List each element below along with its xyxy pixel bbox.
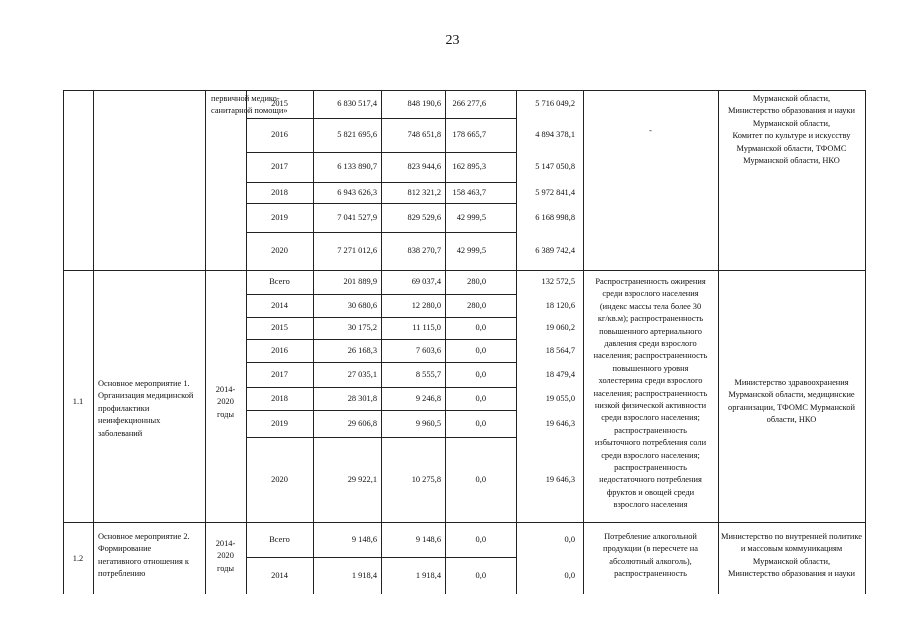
total-cell: 6 830 517,4 [337, 99, 377, 108]
federal-cell: 748 651,8 [407, 130, 441, 139]
measure-name-line: заболеваний [98, 428, 143, 438]
indicator-line: населения; распространенность [593, 388, 708, 398]
table-hline [63, 522, 865, 523]
oms-cell: 6 168 998,8 [535, 212, 575, 222]
oms-cell: 5 716 049,2 [535, 99, 575, 108]
executor-line: Мурманской области, НКО [743, 156, 840, 165]
indicator-cell: - [649, 126, 652, 135]
regional-cell: 42 999,5 [456, 246, 486, 255]
oms-cell: 6 389 742,4 [535, 246, 575, 255]
executor-line: Министерство по внутренней политике [721, 532, 862, 541]
executor-line: Комитет по культуре и искусству [732, 131, 851, 141]
measure-name-line: негативного отношения к [98, 556, 189, 566]
executor-line: Мурманской области, ТФОМС [736, 143, 847, 153]
measure-name-line: Организация медицинской [98, 391, 194, 401]
indicator-line: кг/кв.м); распространенность [597, 314, 704, 324]
table-year-hline [246, 339, 516, 340]
table-vline [205, 90, 206, 594]
period-line: 2020 [217, 397, 234, 407]
measure-name-line: неинфекционных [98, 416, 161, 426]
oms-cell: 0,0 [564, 534, 575, 544]
indicator-line: низкой физической активности [594, 401, 707, 410]
year-cell: 2019 [271, 212, 288, 222]
indicator-line: распространенность [614, 463, 687, 472]
executor-line: области, НКО [766, 415, 817, 425]
regional-cell: 0,0 [475, 345, 486, 355]
indicator-line: среди взрослого населения [602, 289, 699, 299]
year-cell: 2018 [271, 187, 288, 197]
year-cell: 2017 [271, 369, 288, 379]
table-year-hline [246, 118, 516, 119]
executor-line: Министерство образования и науки [727, 569, 856, 579]
total-cell: 5 821 695,6 [337, 130, 377, 139]
measure-name-line: Основное мероприятие 2. [98, 532, 190, 541]
total-cell: 29 606,8 [347, 418, 377, 428]
indicator-line: среди взрослого населения; [601, 450, 700, 460]
year-cell: Всего [269, 534, 290, 544]
table-year-hline [246, 182, 516, 183]
table-year-hline [246, 203, 516, 204]
federal-cell: 69 037,4 [411, 277, 441, 286]
federal-cell: 823 944,6 [407, 162, 441, 171]
regional-cell: 0,0 [475, 323, 486, 332]
measure-name-line: Основное мероприятие 1. [98, 379, 190, 388]
indicator-line: холестерина среди взрослого [598, 376, 703, 386]
federal-cell: 1 918,4 [415, 570, 441, 580]
total-cell: 6 943 626,3 [337, 187, 377, 197]
year-cell: 2020 [271, 474, 288, 484]
regional-cell: 0,0 [475, 474, 486, 484]
oms-cell: 18 120,6 [545, 300, 575, 310]
federal-cell: 848 190,6 [407, 99, 441, 108]
year-cell: 2016 [271, 130, 288, 139]
total-cell: 29 922,1 [347, 474, 377, 484]
year-cell: 2014 [271, 570, 288, 580]
regional-cell: 0,0 [475, 393, 486, 403]
year-cell: 2017 [271, 162, 288, 171]
executor-line: Мурманской области, [752, 118, 831, 128]
table-year-hline [246, 152, 516, 153]
table-vline [63, 90, 64, 594]
oms-cell: 19 646,3 [545, 474, 575, 484]
row-number: 1.2 [72, 554, 84, 563]
total-cell: 1 918,4 [351, 570, 377, 580]
regional-cell: 280,0 [467, 300, 486, 310]
federal-cell: 829 529,6 [407, 212, 441, 222]
indicator-line: давления среди взрослого [604, 339, 697, 348]
measure-name-line: потреблению [98, 569, 146, 579]
indicator-line: фруктов и овощей среди [606, 487, 695, 497]
indicator-line: недостаточного потребления [599, 475, 702, 485]
executor-line: и массовым коммуникациям [740, 544, 843, 554]
federal-cell: 10 275,8 [411, 474, 441, 484]
year-cell: Всего [269, 277, 290, 286]
total-cell: 30 680,6 [347, 300, 377, 310]
table-hline [63, 270, 865, 271]
indicator-line: абсолютный алкоголь), [609, 556, 692, 566]
table-year-hline [246, 557, 516, 558]
oms-cell: 18 564,7 [545, 345, 575, 355]
period-line: 2014- [215, 385, 236, 394]
oms-cell: 19 060,2 [545, 323, 575, 332]
oms-cell: 5 972 841,4 [535, 187, 575, 197]
table-vline [93, 90, 94, 594]
table-year-hline [246, 437, 516, 438]
federal-cell: 12 280,0 [411, 300, 441, 310]
indicator-line: Распространенность ожирения [595, 277, 706, 286]
total-cell: 201 889,9 [343, 277, 377, 286]
oms-cell: 132 572,5 [541, 277, 575, 286]
indicator-line: (индекс массы тела более 30 [599, 301, 702, 311]
federal-cell: 812 321,2 [407, 187, 441, 197]
table-year-hline [246, 232, 516, 233]
regional-cell: 0,0 [475, 570, 486, 580]
year-cell: 2018 [271, 393, 288, 403]
year-cell: 2020 [271, 246, 288, 255]
year-cell: 2015 [271, 99, 288, 108]
federal-cell: 9 246,8 [415, 393, 441, 403]
table-year-hline [246, 317, 516, 318]
task-name-line: первичной медико- [211, 94, 280, 103]
regional-cell: 0,0 [475, 418, 486, 428]
table-vline [865, 90, 866, 594]
row-number: 1.1 [72, 397, 84, 406]
indicator-line: повышенного артериального [599, 326, 702, 336]
indicator-line: Потребление алкогольной [604, 532, 697, 541]
year-cell: 2014 [271, 300, 288, 310]
table-hline [63, 90, 865, 91]
total-cell: 27 035,1 [347, 369, 377, 379]
period-line: годы [216, 563, 235, 573]
executor-line: Министерство образования и науки [727, 106, 856, 116]
total-cell: 6 133 890,7 [337, 162, 377, 171]
total-cell: 7 041 527,9 [337, 212, 377, 222]
page-number: 23 [445, 33, 460, 48]
period-line: 2014- [215, 539, 236, 548]
table-year-hline [246, 387, 516, 388]
task-name-line: санитарной помощи» [211, 106, 288, 116]
executor-line: Мурманской области, [752, 94, 831, 103]
oms-cell: 5 147 050,8 [535, 162, 575, 171]
measure-name-line: профилактики [98, 403, 150, 413]
table-year-hline [246, 362, 516, 363]
regional-cell: 0,0 [475, 369, 486, 379]
indicator-line: продукции (в пересчете на [603, 544, 698, 554]
regional-cell: 158 463,7 [452, 187, 486, 197]
total-cell: 30 175,2 [347, 323, 377, 332]
federal-cell: 11 115,0 [412, 323, 441, 332]
executor-line: Мурманской области, [752, 556, 831, 566]
oms-cell: 4 894 378,1 [535, 130, 575, 139]
regional-cell: 266 277,6 [452, 99, 486, 108]
total-cell: 28 301,8 [347, 393, 377, 403]
regional-cell: 162 895,3 [452, 162, 486, 171]
indicator-line: избыточного потребления соли [594, 438, 707, 448]
regional-cell: 42 999,5 [456, 212, 486, 222]
oms-cell: 19 055,0 [545, 393, 575, 403]
executor-line: организации, ТФОМС Мурманской [728, 402, 855, 412]
measure-name-line: Формирование [98, 544, 152, 554]
year-cell: 2019 [271, 418, 288, 428]
federal-cell: 838 270,7 [407, 246, 441, 255]
regional-cell: 0,0 [475, 534, 486, 544]
regional-cell: 178 665,7 [452, 130, 486, 139]
total-cell: 26 168,3 [347, 345, 377, 355]
indicator-line: распространенность [614, 425, 687, 435]
federal-cell: 9 148,6 [415, 534, 441, 544]
total-cell: 7 271 012,6 [337, 246, 377, 255]
federal-cell: 8 555,7 [415, 369, 441, 379]
period-line: годы [216, 409, 235, 419]
indicator-line: повышенного уровня [612, 363, 689, 373]
indicator-line: среди взрослого населения; [601, 413, 700, 423]
year-cell: 2016 [271, 345, 288, 355]
oms-cell: 19 646,3 [545, 418, 575, 428]
regional-cell: 280,0 [467, 277, 486, 286]
period-line: 2020 [217, 551, 234, 561]
oms-cell: 18 479,4 [545, 369, 575, 379]
federal-cell: 7 603,6 [415, 345, 441, 355]
federal-cell: 9 960,5 [415, 418, 441, 428]
total-cell: 9 148,6 [351, 534, 377, 544]
table-year-hline [246, 294, 516, 295]
executor-line: Министерство здравоохранения [734, 378, 849, 387]
year-cell: 2015 [271, 323, 288, 332]
indicator-line: распространенность [614, 569, 687, 579]
table-year-hline [246, 410, 516, 411]
oms-cell: 0,0 [564, 570, 575, 580]
indicator-line: взрослого населения [613, 500, 688, 510]
indicator-line: населения; распространенность [593, 351, 708, 361]
executor-line: Мурманской области, медицинские [728, 390, 855, 400]
